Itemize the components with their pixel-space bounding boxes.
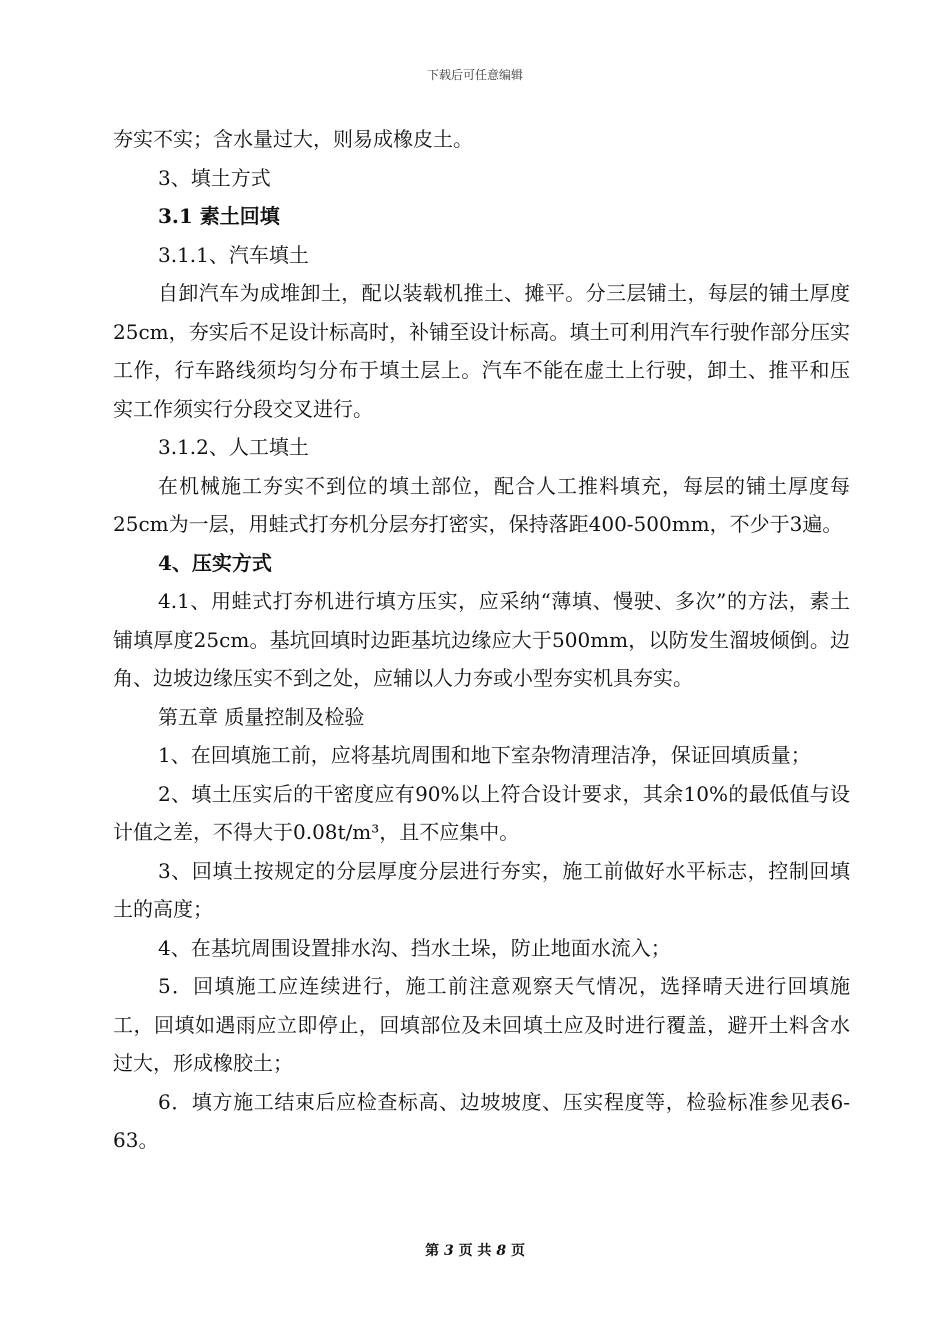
section-heading: 4、压实方式: [158, 550, 272, 575]
paragraph: 4.1、用蛙式打夯机进行填方压实，应采纳“薄填、慢驶、多次”的方法，素土铺填厚度25cm。基坑回填时边距基坑边缘应大于500mm，以防发生溜坡倾倒。边角、边坡边缘压实不到之处，应辅以人力夯或小型夯实机具夯实。: [113, 589, 850, 690]
page-footer: [0, 1240, 950, 1260]
list-item: 6．填方施工结束后应检查标高、边坡坡度、压实程度等，检验标准参见表6-63。: [113, 1089, 850, 1152]
subsection-heading: 3.1.1、汽车填土: [158, 242, 309, 267]
section-heading: 3、填土方式: [158, 165, 271, 190]
document-body: [113, 120, 850, 1160]
page-header: 下载后可任意编辑: [426, 68, 523, 82]
footer-prefix: 第: [425, 1243, 440, 1259]
list-item: 4、在基坑周围设置排水沟、挡水土垛，防止地面水流入；: [158, 935, 671, 960]
footer-suffix: 页: [510, 1243, 525, 1259]
page-number: 3: [443, 1243, 454, 1259]
paragraph: 在机械施工夯实不到位的填土部位，配合人工推料填充，每层的铺土厚度每25cm为一层，用蛙式打夯机分层夯打密实，保持落距400-500mm，不少于3遍。: [113, 473, 850, 536]
footer-middle: 页 共: [458, 1243, 492, 1259]
paragraph: 自卸汽车为成堆卸土，配以装载机推土、摊平。分三层铺土，每层的铺土厚度25cm，夯实后不足设计标高时，补铺至设计标高。填土可利用汽车行驶作部分压实工作，行车路线须均匀分布于填土层上。汽车不能在虚土上行驶，卸土、推平和压实工作须实行分段交叉进行。: [113, 281, 850, 421]
subsection-heading: 3.1.2、人工填土: [158, 435, 309, 459]
chapter-heading: 第五章 质量控制及检验: [158, 704, 365, 729]
list-item: 2、填土压实后的干密度应有90%以上符合设计要求，其余10%的最低值与设计值之差，不得大于0.08t/m³，且不应集中。: [113, 781, 850, 844]
list-item: 3、回填土按规定的分层厚度分层进行夯实，施工前做好水平标志，控制回填土的高度；: [113, 858, 850, 921]
subsection-heading: 3.1 素土回填: [158, 204, 280, 228]
list-item: 1、在回填施工前，应将基坑周围和地下室杂物清理洁净，保证回填质量；: [158, 743, 811, 767]
list-item: 5．回填施工应连续进行，施工前注意观察天气情况，选择晴天进行回填施工，回填如遇雨应立即停止，回填部位及未回填土应及时进行覆盖，避开土料含水过大，形成橡胶土；: [113, 974, 850, 1075]
paragraph: 夯实不实；含水量过大，则易成橡皮土。: [113, 127, 473, 151]
total-pages: 8: [496, 1243, 507, 1259]
